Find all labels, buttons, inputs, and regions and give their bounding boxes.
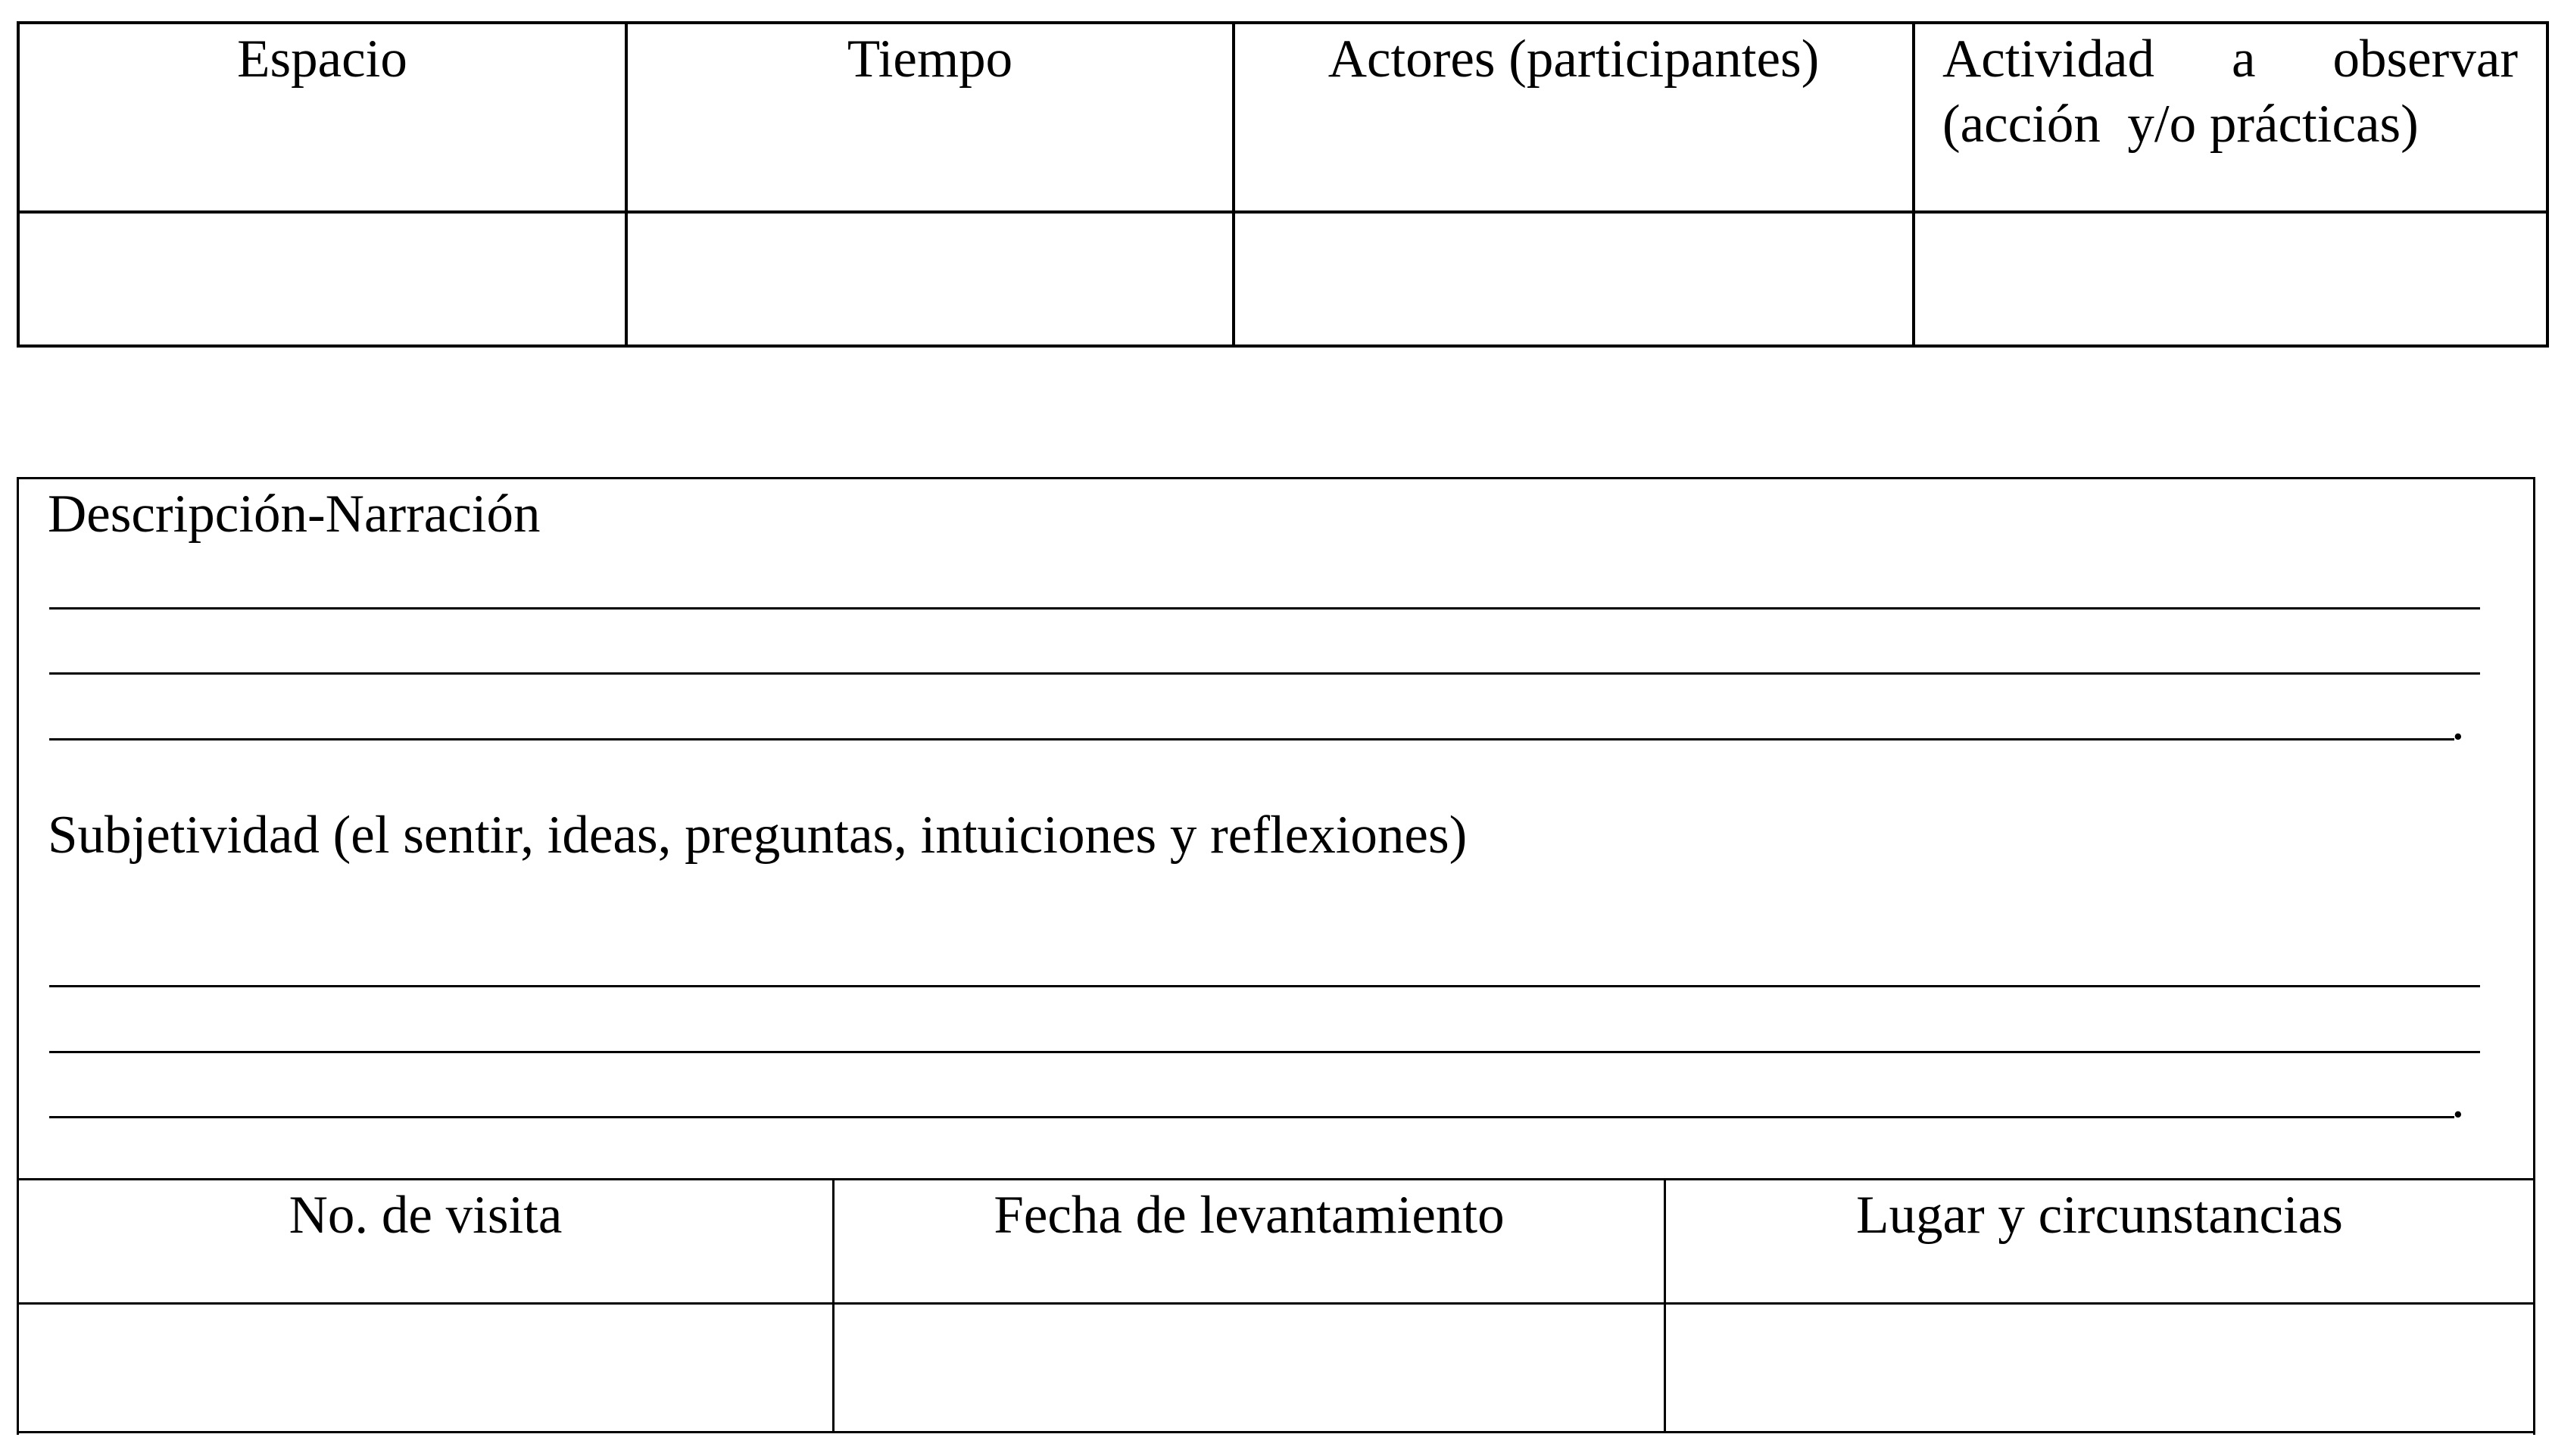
subjectivity-line-2[interactable] xyxy=(49,1051,2480,1053)
header-fecha-levantamiento: Fecha de levantamiento xyxy=(994,1186,1505,1245)
subjectivity-line-1[interactable] xyxy=(49,985,2480,987)
header-actividad-line2: (acción y/o prácticas) xyxy=(1942,95,2419,154)
header-actividad-word-3: observar xyxy=(2332,30,2518,89)
cell-tiempo[interactable] xyxy=(628,214,1232,345)
cell-espacio[interactable] xyxy=(20,214,625,345)
cell-fecha-levantamiento[interactable] xyxy=(835,1305,1664,1431)
cell-lugar-circunstancias[interactable] xyxy=(1666,1305,2533,1431)
description-end-mark: . xyxy=(2451,692,2465,751)
top-table-border-right xyxy=(2546,21,2549,348)
header-espacio: Espacio xyxy=(237,30,407,89)
header-actividad-word-2: a xyxy=(2232,30,2256,89)
header-actividad-line1 xyxy=(1942,27,2518,92)
cell-actividad[interactable] xyxy=(1915,214,2546,345)
subjectivity-line-3[interactable] xyxy=(49,1116,2454,1118)
form-border-left xyxy=(17,477,19,1435)
subjectivity-end-mark: . xyxy=(2451,1070,2465,1129)
bottom-table-border-bottom xyxy=(17,1431,2535,1433)
description-line-2[interactable] xyxy=(49,672,2480,675)
form-border-top xyxy=(17,477,2535,479)
header-lugar-circunstancias: Lugar y circunstancias xyxy=(1856,1186,2343,1245)
header-no-visita: No. de visita xyxy=(289,1186,563,1245)
top-table-border-bottom xyxy=(17,345,2549,348)
cell-no-visita[interactable] xyxy=(19,1305,832,1431)
form-border-right xyxy=(2533,477,2535,1435)
description-line-3[interactable] xyxy=(49,738,2454,740)
header-actividad-word-1: Actividad xyxy=(1942,30,2154,89)
description-label: Descripción-Narración xyxy=(48,485,541,544)
description-line-1[interactable] xyxy=(49,607,2480,610)
cell-actores[interactable] xyxy=(1235,214,1912,345)
top-table-border-top xyxy=(17,21,2549,24)
header-tiempo: Tiempo xyxy=(847,30,1013,89)
header-actores: Actores (participantes) xyxy=(1327,30,1820,89)
bottom-table-border-top xyxy=(17,1178,2535,1180)
subjectivity-label: Subjetividad (el sentir, ideas, preguntas, intuiciones y reflexiones) xyxy=(48,806,1468,865)
